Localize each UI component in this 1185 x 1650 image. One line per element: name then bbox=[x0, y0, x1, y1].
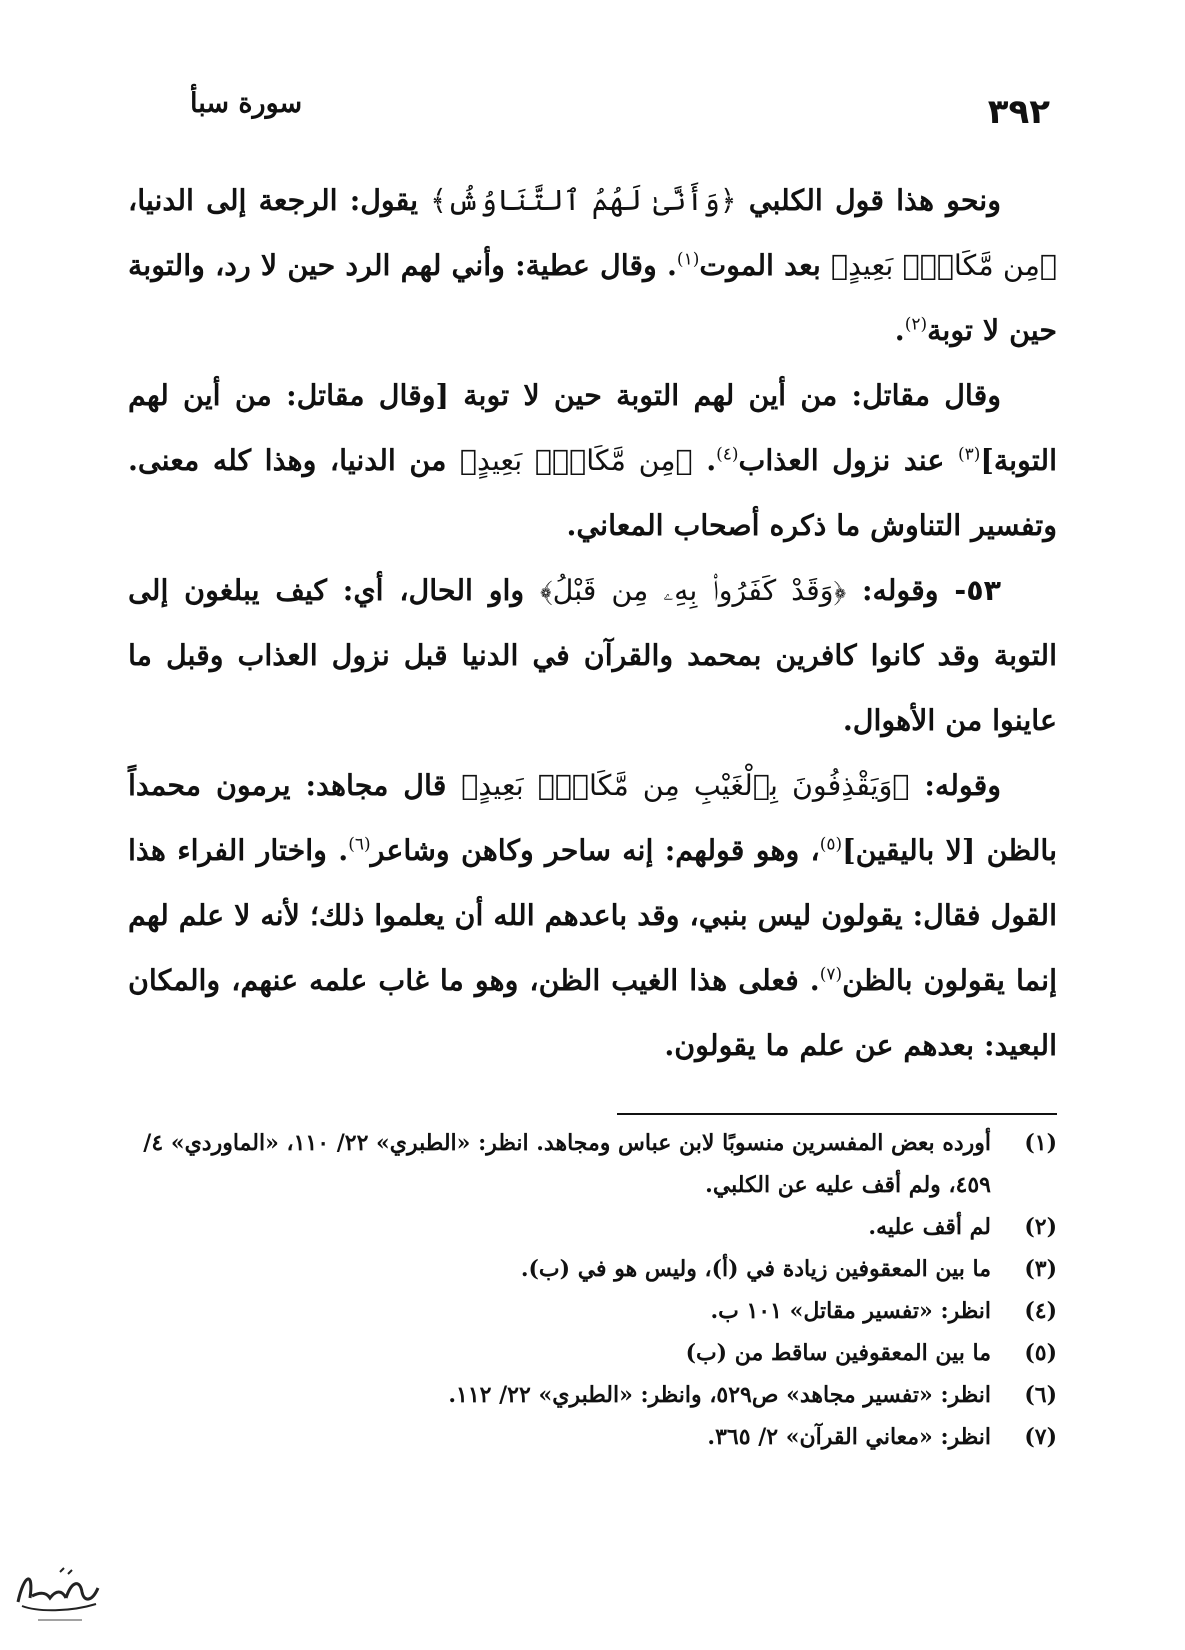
verse-number: ٥٣- bbox=[954, 574, 1001, 607]
footnote-number: (٥) bbox=[1024, 1340, 1057, 1366]
page-header bbox=[190, 78, 1050, 138]
footnote-number: (٣) bbox=[1024, 1256, 1057, 1282]
footnote-separator bbox=[617, 1113, 1057, 1115]
footnote-item bbox=[128, 1122, 1057, 1206]
footnotes bbox=[128, 1122, 1057, 1458]
footnote-item bbox=[128, 1290, 1057, 1332]
calligraphy-logo bbox=[10, 1562, 105, 1632]
footnote-item bbox=[128, 1332, 1057, 1374]
footnote-ref-6: (٦) bbox=[348, 834, 371, 855]
footnote-ref-3: (٣) bbox=[957, 444, 981, 465]
footnote-text: ما بين المعقوفين زيادة في (أ)، وليس هو في (ب). bbox=[520, 1256, 991, 1282]
text-run: قال مجاهد: يرمون محمداً بالظن [لا باليقين] bbox=[128, 768, 1057, 867]
paragraph-3 bbox=[128, 558, 1057, 753]
footnote-ref-7: (٧) bbox=[819, 964, 843, 985]
text-run: . وقال عطية: وأني لهم الرد حين لا رد، والتوبة حين لا توبة bbox=[128, 248, 1057, 347]
footnote-item bbox=[128, 1248, 1057, 1290]
quran-quote: ﴿وَقَدْ كَفَرُوا۟ بِهِۦ مِن قَبْلُ﴾ bbox=[539, 574, 847, 607]
text-run: عند نزول العذاب bbox=[738, 443, 958, 477]
footnote-number: (٧) bbox=[1024, 1424, 1057, 1450]
quran-quote: ﴿مِن مَّكَانِۭ بَعِيدٍ﴾ bbox=[830, 249, 1057, 282]
page-number: ٣٩٢ bbox=[987, 92, 1050, 132]
footnote-item bbox=[128, 1374, 1057, 1416]
text-run: ، وهو قولهم: إنه ساحر وكاهن وشاعر bbox=[370, 833, 820, 867]
text-run: يقول: الرجعة إلى الدنيا، bbox=[128, 183, 431, 217]
footnote-number: (٢) bbox=[1024, 1214, 1057, 1240]
text-run: ونحو هذا قول الكلبي bbox=[736, 183, 1001, 217]
footnote-number: (٤) bbox=[1024, 1298, 1057, 1324]
text-run: . bbox=[692, 443, 717, 477]
footnote-item bbox=[128, 1206, 1057, 1248]
footnote-ref-1: (١) bbox=[676, 249, 700, 270]
text-run: . واختار الفراء هذا القول فقال: يقولون ليس بنبي، وقد باعدهم الله أن يعلموا ذلك؛ لأنه لا علم لهم إنما يقولون بالظن bbox=[128, 833, 1057, 997]
quran-quote: ﴿مِن مَّكَانِۭ بَعِيدٍ﴾ bbox=[459, 444, 693, 477]
footnote-item bbox=[128, 1416, 1057, 1458]
text-run: . فعلى هذا الغيب الظن، وهو ما غاب علمه عنهم، والمكان البعيد: بعدهم عن علم ما يقولون. bbox=[128, 963, 1057, 1062]
footnote-text: لم أقف عليه. bbox=[868, 1214, 991, 1240]
text-run: بعد الموت bbox=[699, 248, 831, 282]
footnote-text: أورده بعض المفسرين منسوبًا لابن عباس ومجاهد. انظر: «الطبري» ٢٢/ ١١٠، «الماوردي» ٤/ ٤٥٩، ولم أقف عليه عن الكلبي. bbox=[143, 1130, 991, 1198]
main-text bbox=[128, 168, 1057, 1078]
text-run: وقوله: bbox=[846, 573, 955, 607]
paragraph-2 bbox=[128, 363, 1057, 558]
paragraph-1 bbox=[128, 168, 1057, 363]
quran-quote: ﴿وَأَنَّىٰ لَهُمُ ٱلتَّنَاوُشُ﴾ bbox=[430, 184, 737, 217]
text-run: واو الحال، أي: كيف يبلغون إلى التوبة وقد كانوا كافرين بمحمد والقرآن في الدنيا قبل نزول العذاب وقبل ما عاينوا من الأهوال. bbox=[128, 573, 1057, 737]
footnote-number: (٦) bbox=[1024, 1382, 1057, 1408]
footnote-text: انظر: «معاني القرآن» ٢/ ٣٦٥. bbox=[707, 1424, 991, 1450]
footnote-ref-2: (٢) bbox=[904, 314, 928, 335]
footnote-ref-5: (٥) bbox=[819, 834, 843, 855]
text-run: من الدنيا، وهذا كله معنى. وتفسير التناوش ما ذكره أصحاب المعاني. bbox=[128, 443, 1057, 542]
text-run: وقال مقاتل: من أين لهم التوبة حين لا توبة [وقال مقاتل: من أين لهم التوبة] bbox=[128, 378, 1057, 477]
footnote-ref-4: (٤) bbox=[716, 444, 739, 465]
footnote-text: انظر: «تفسير مجاهد» ص٥٢٩، وانظر: «الطبري» ٢٢/ ١١٢. bbox=[448, 1382, 991, 1408]
running-title: سورة سبأ bbox=[190, 88, 303, 119]
text-run: . bbox=[894, 313, 905, 347]
paragraph-4 bbox=[128, 753, 1057, 1078]
quran-quote: ﴿وَيَقْذِفُونَ بِٱلْغَيْبِ مِن مَّكَانِۭ بَعِيدٍ﴾ bbox=[461, 769, 910, 802]
text-run: وقوله: bbox=[909, 768, 1001, 802]
footnote-text: ما بين المعقوفين ساقط من (ب) bbox=[685, 1340, 991, 1366]
footnote-number: (١) bbox=[1024, 1130, 1057, 1156]
footnote-text: انظر: «تفسير مقاتل» ١٠١ ب. bbox=[710, 1298, 991, 1324]
